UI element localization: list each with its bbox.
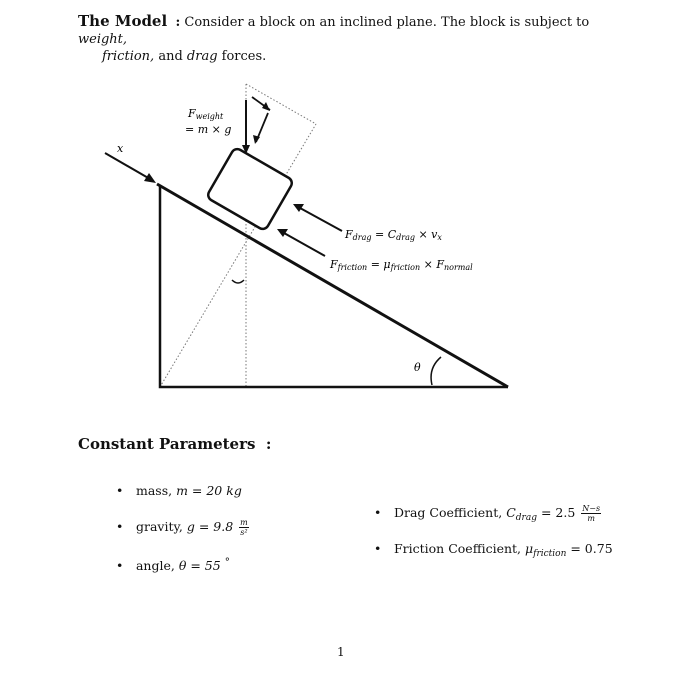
bullet-dot: • bbox=[116, 558, 124, 574]
model-colon: : bbox=[175, 15, 181, 30]
friction-eq-a: = μ bbox=[367, 258, 391, 271]
angle-expr: θ = 55 bbox=[178, 558, 221, 574]
friction-coeff-symbol: μ bbox=[525, 541, 534, 556]
drag-coeff-symbol: C bbox=[506, 505, 516, 520]
drag-eq-sub2: x bbox=[437, 233, 442, 242]
model-forces-word: forces. bbox=[221, 49, 267, 64]
friction-arrowhead bbox=[277, 229, 288, 237]
model-drag-word: drag bbox=[186, 49, 218, 64]
friction-coeff-label: Friction Coefficient, bbox=[393, 541, 522, 556]
param-mass bbox=[116, 483, 242, 498]
param-angle bbox=[116, 556, 230, 573]
angle-label: angle, bbox=[135, 558, 175, 574]
mass-unit: kg bbox=[226, 483, 242, 498]
page-number: 1 bbox=[337, 645, 345, 659]
param-drag-coefficient bbox=[374, 504, 603, 523]
theta-arc bbox=[431, 357, 441, 385]
friction-eq-sub: friction bbox=[390, 263, 421, 272]
friction-subscript: friction bbox=[337, 263, 368, 272]
incline-surface bbox=[157, 184, 508, 387]
drag-eq-b: × v bbox=[414, 228, 438, 241]
drag-coeff-unit-den: m bbox=[587, 514, 595, 523]
model-friction-word: friction, bbox=[102, 49, 155, 64]
mass-label: mass, bbox=[135, 483, 173, 498]
friction-eq-sub2: normal bbox=[444, 263, 473, 272]
gravity-unit-num: m bbox=[240, 518, 248, 527]
drag-arrow bbox=[300, 208, 342, 231]
gravity-unit-den: s² bbox=[240, 528, 248, 537]
bullet-dot: • bbox=[116, 483, 124, 498]
bullet-dot: • bbox=[374, 541, 382, 556]
drag-coeff-label: Drag Coefficient, bbox=[393, 505, 503, 520]
drag-eq-sub: drag bbox=[396, 233, 415, 242]
param-gravity bbox=[116, 518, 251, 537]
gravity-label: gravity, bbox=[135, 519, 183, 534]
drag-label bbox=[344, 228, 442, 242]
friction-eq-b: × F bbox=[420, 258, 444, 271]
weight-equation: = m × g bbox=[185, 123, 232, 136]
param-friction-coefficient bbox=[374, 541, 613, 559]
friction-symbol: F bbox=[330, 258, 338, 271]
weight-label bbox=[187, 107, 224, 121]
bullet-dot: • bbox=[116, 519, 124, 534]
drag-coeff-unit bbox=[581, 504, 601, 523]
weight-symbol: F bbox=[188, 107, 196, 120]
gravity-unit bbox=[239, 518, 249, 537]
model-heading: The Model bbox=[78, 12, 168, 30]
model-and-word: and bbox=[158, 49, 183, 64]
angle-unit: ° bbox=[224, 556, 230, 568]
friction-arrow bbox=[284, 233, 325, 256]
mass-expr: m = 20 bbox=[176, 483, 223, 498]
friction-label bbox=[329, 258, 473, 272]
model-weight-word: weight, bbox=[78, 32, 128, 47]
gravity-component-head-a bbox=[262, 102, 270, 111]
x-axis-label: x bbox=[117, 142, 124, 155]
theta-label: θ bbox=[414, 361, 421, 374]
parameters-title-text: Constant Parameters bbox=[78, 435, 256, 453]
drag-subscript: drag bbox=[352, 233, 372, 242]
x-axis-arrow bbox=[105, 153, 150, 179]
drag-symbol: F bbox=[345, 228, 353, 241]
bullet-dot: • bbox=[374, 505, 382, 520]
drag-coeff-expr: = 2.5 bbox=[536, 505, 576, 520]
drag-arrowhead bbox=[293, 204, 304, 212]
gravity-expr: g = 9.8 bbox=[186, 519, 234, 534]
x-axis-arrowhead bbox=[144, 173, 156, 183]
friction-coeff-expr: = 0.75 bbox=[566, 541, 613, 556]
weight-subscript: weight bbox=[195, 112, 224, 121]
parameters-title bbox=[78, 435, 271, 453]
top-guide bbox=[246, 84, 316, 124]
model-intro: Consider a block on an inclined plane. The block is subject to bbox=[184, 15, 590, 30]
drag-coeff-sub: drag bbox=[515, 513, 537, 523]
drag-eq-a: = C bbox=[371, 228, 397, 241]
block-angle-arc bbox=[232, 280, 244, 283]
parameters-title-colon: : bbox=[265, 435, 272, 453]
drag-coeff-unit-num: N−s bbox=[582, 504, 601, 513]
friction-coeff-sub: friction bbox=[533, 549, 567, 559]
